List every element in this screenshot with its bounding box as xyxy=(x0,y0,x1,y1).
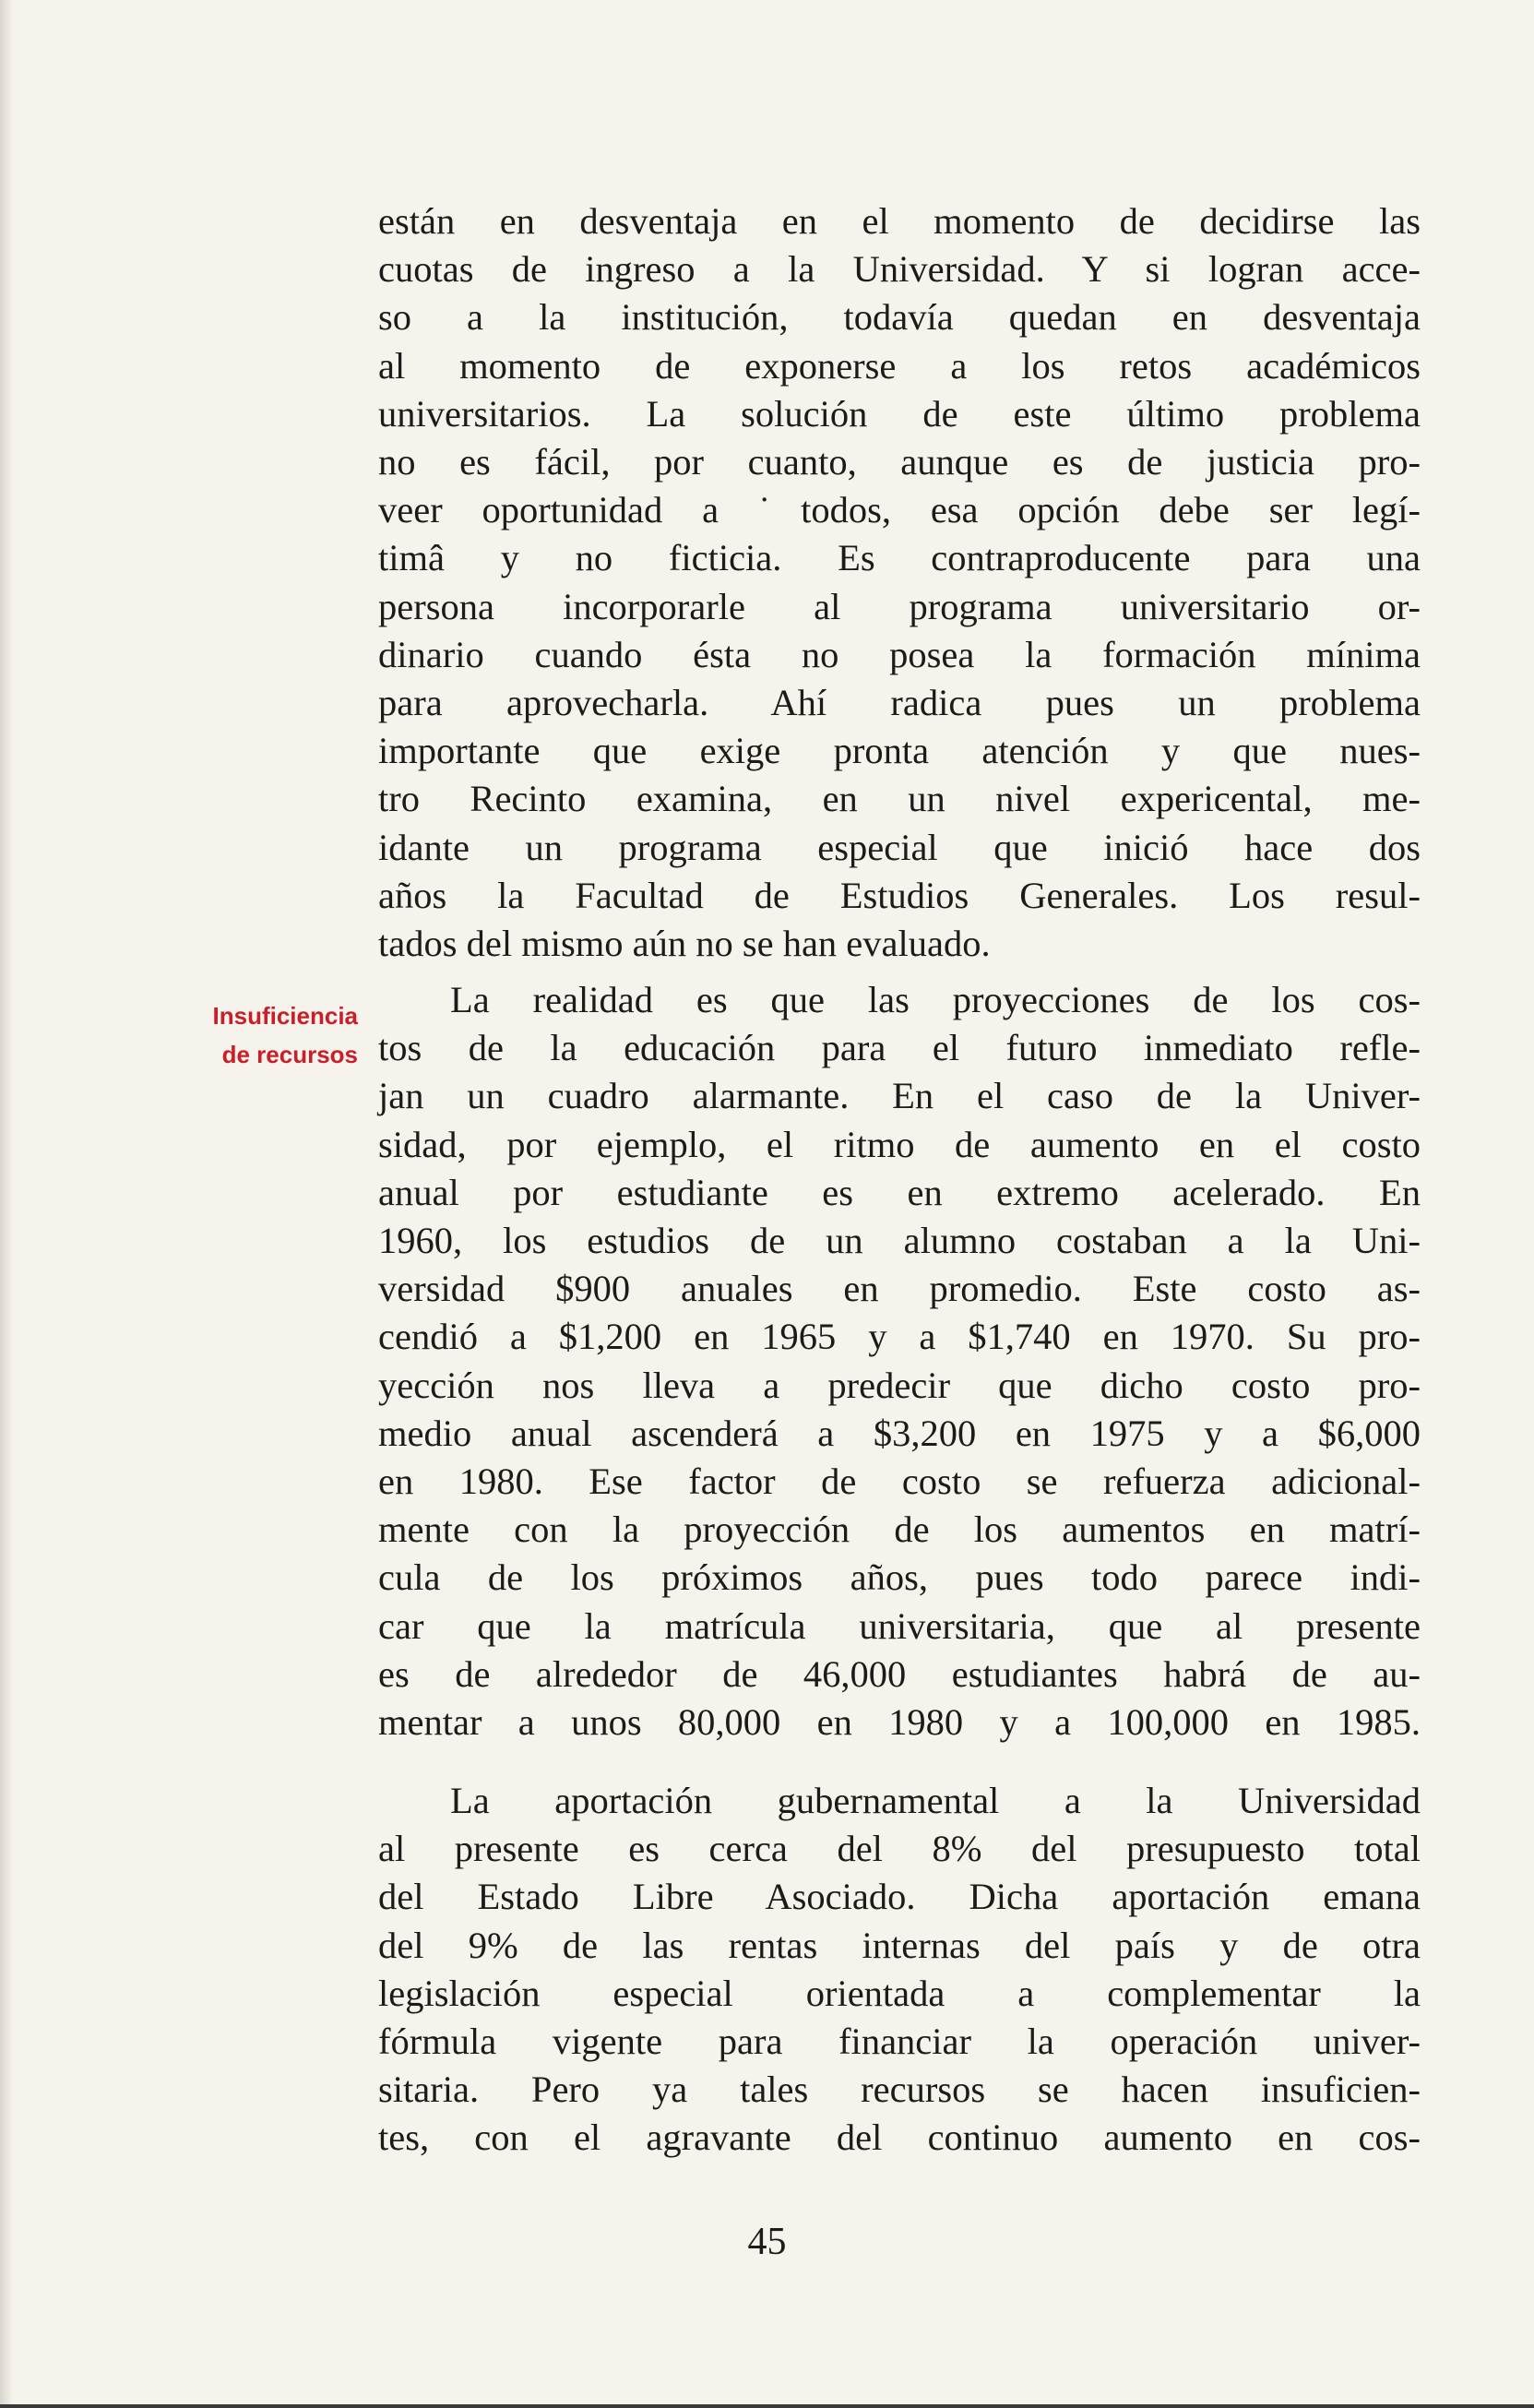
text-line: dinario cuando ésta no posea la formación mínima xyxy=(378,633,1421,675)
text-line: 1960, los estudios de un alumno costaban a la Uni- xyxy=(378,1220,1421,1262)
text-line: yección nos lleva a predecir que dicho costo pro- xyxy=(378,1364,1421,1406)
text-line: del Estado Libre Asociado. Dicha aportación emana xyxy=(378,1876,1421,1918)
text-line: importante que exige pronta atención y que nues- xyxy=(378,730,1421,772)
text-line: están en desventaja en el momento de decidirse las xyxy=(378,200,1421,242)
margin-note-line-2: de recursos xyxy=(221,1041,358,1068)
page-number: 45 xyxy=(747,2221,787,2263)
text-line: en 1980. Ese factor de costo se refuerza adicional- xyxy=(378,1460,1421,1503)
text-line: tados del mismo aún no se han evaluado. xyxy=(378,923,991,965)
text-line: jan un cuadro alarmante. En el caso de la Univer- xyxy=(378,1075,1421,1117)
page-bottom-edge xyxy=(0,2404,1534,2408)
text-line: fórmula vigente para financiar la operación univer- xyxy=(378,2021,1421,2063)
text-line: es de alrededor de 46,000 estudiantes habrá de au- xyxy=(378,1652,1421,1695)
text-line: La realidad es que las proyecciones de los cos- xyxy=(450,979,1421,1020)
text-line: La aportación gubernamental a la Universidad xyxy=(450,1780,1421,1821)
paragraph-2 xyxy=(378,976,1421,1746)
text-line: sitaria. Pero ya tales recursos se hacen insuficien- xyxy=(378,2068,1421,2111)
text-line: persona incorporarle al programa universitario or- xyxy=(378,585,1421,627)
margin-note xyxy=(183,996,358,1074)
text-line: timâ y no ficticia. Es contraproducente para una xyxy=(378,537,1421,579)
text-line: legislación especial orientada a complementar la xyxy=(378,1972,1421,2014)
text-line: no es fácil, por cuanto, aunque es de justicia pro- xyxy=(378,441,1421,483)
text-line: anual por estudiante es en extremo acelerado. En xyxy=(378,1171,1421,1213)
paragraph-3 xyxy=(378,1777,1421,2163)
page-edge-shadow xyxy=(0,0,13,2408)
text-line: años la Facultad de Estudios Generales. Los resul- xyxy=(378,874,1421,916)
paragraph-1 xyxy=(378,197,1421,968)
text-line: versidad $900 anuales en promedio. Este costo as- xyxy=(378,1268,1421,1310)
text-line: car que la matrícula universitaria, que al presente xyxy=(378,1604,1421,1647)
text-line: veer oportunidad a ˙todos, esa opción debe ser legí- xyxy=(378,489,1421,531)
text-line: cendió a $1,200 en 1965 y a $1,740 en 1970. Su pro- xyxy=(378,1316,1421,1358)
text-line: universitarios. La solución de este último problema xyxy=(378,392,1421,435)
text-line: mentar a unos 80,000 en 1980 y a 100,000 en 1985. xyxy=(378,1701,1421,1744)
text-line: tro Recinto examina, en un nivel expericental, me- xyxy=(378,778,1421,820)
text-line: sidad, por ejemplo, el ritmo de aumento en el costo xyxy=(378,1123,1421,1165)
text-line: del 9% de las rentas internas del país y de otra xyxy=(378,1924,1421,1966)
text-line: medio anual ascenderá a $3,200 en 1975 y a $6,000 xyxy=(378,1412,1421,1454)
text-line: cula de los próximos años, pues todo parece indi- xyxy=(378,1556,1421,1599)
margin-note-line-1: Insuficiencia xyxy=(212,1002,358,1030)
text-line: mente con la proyección de los aumentos en matrí- xyxy=(378,1508,1421,1551)
text-line: al momento de exponerse a los retos académicos xyxy=(378,344,1421,387)
text-line: para aprovecharla. Ahí radica pues un problema xyxy=(378,682,1421,724)
text-line: cuotas de ingreso a la Universidad. Y si logran acce- xyxy=(378,248,1421,291)
text-line: idante un programa especial que inició hace dos xyxy=(378,826,1421,868)
text-line: so a la institución, todavía quedan en desventaja xyxy=(378,296,1421,339)
text-line: tos de la educación para el futuro inmediato refle- xyxy=(378,1027,1421,1069)
text-line: tes, con el agravante del continuo aumento en cos- xyxy=(378,2116,1421,2159)
text-line: al presente es cerca del 8% del presupuesto total xyxy=(378,1828,1421,1870)
